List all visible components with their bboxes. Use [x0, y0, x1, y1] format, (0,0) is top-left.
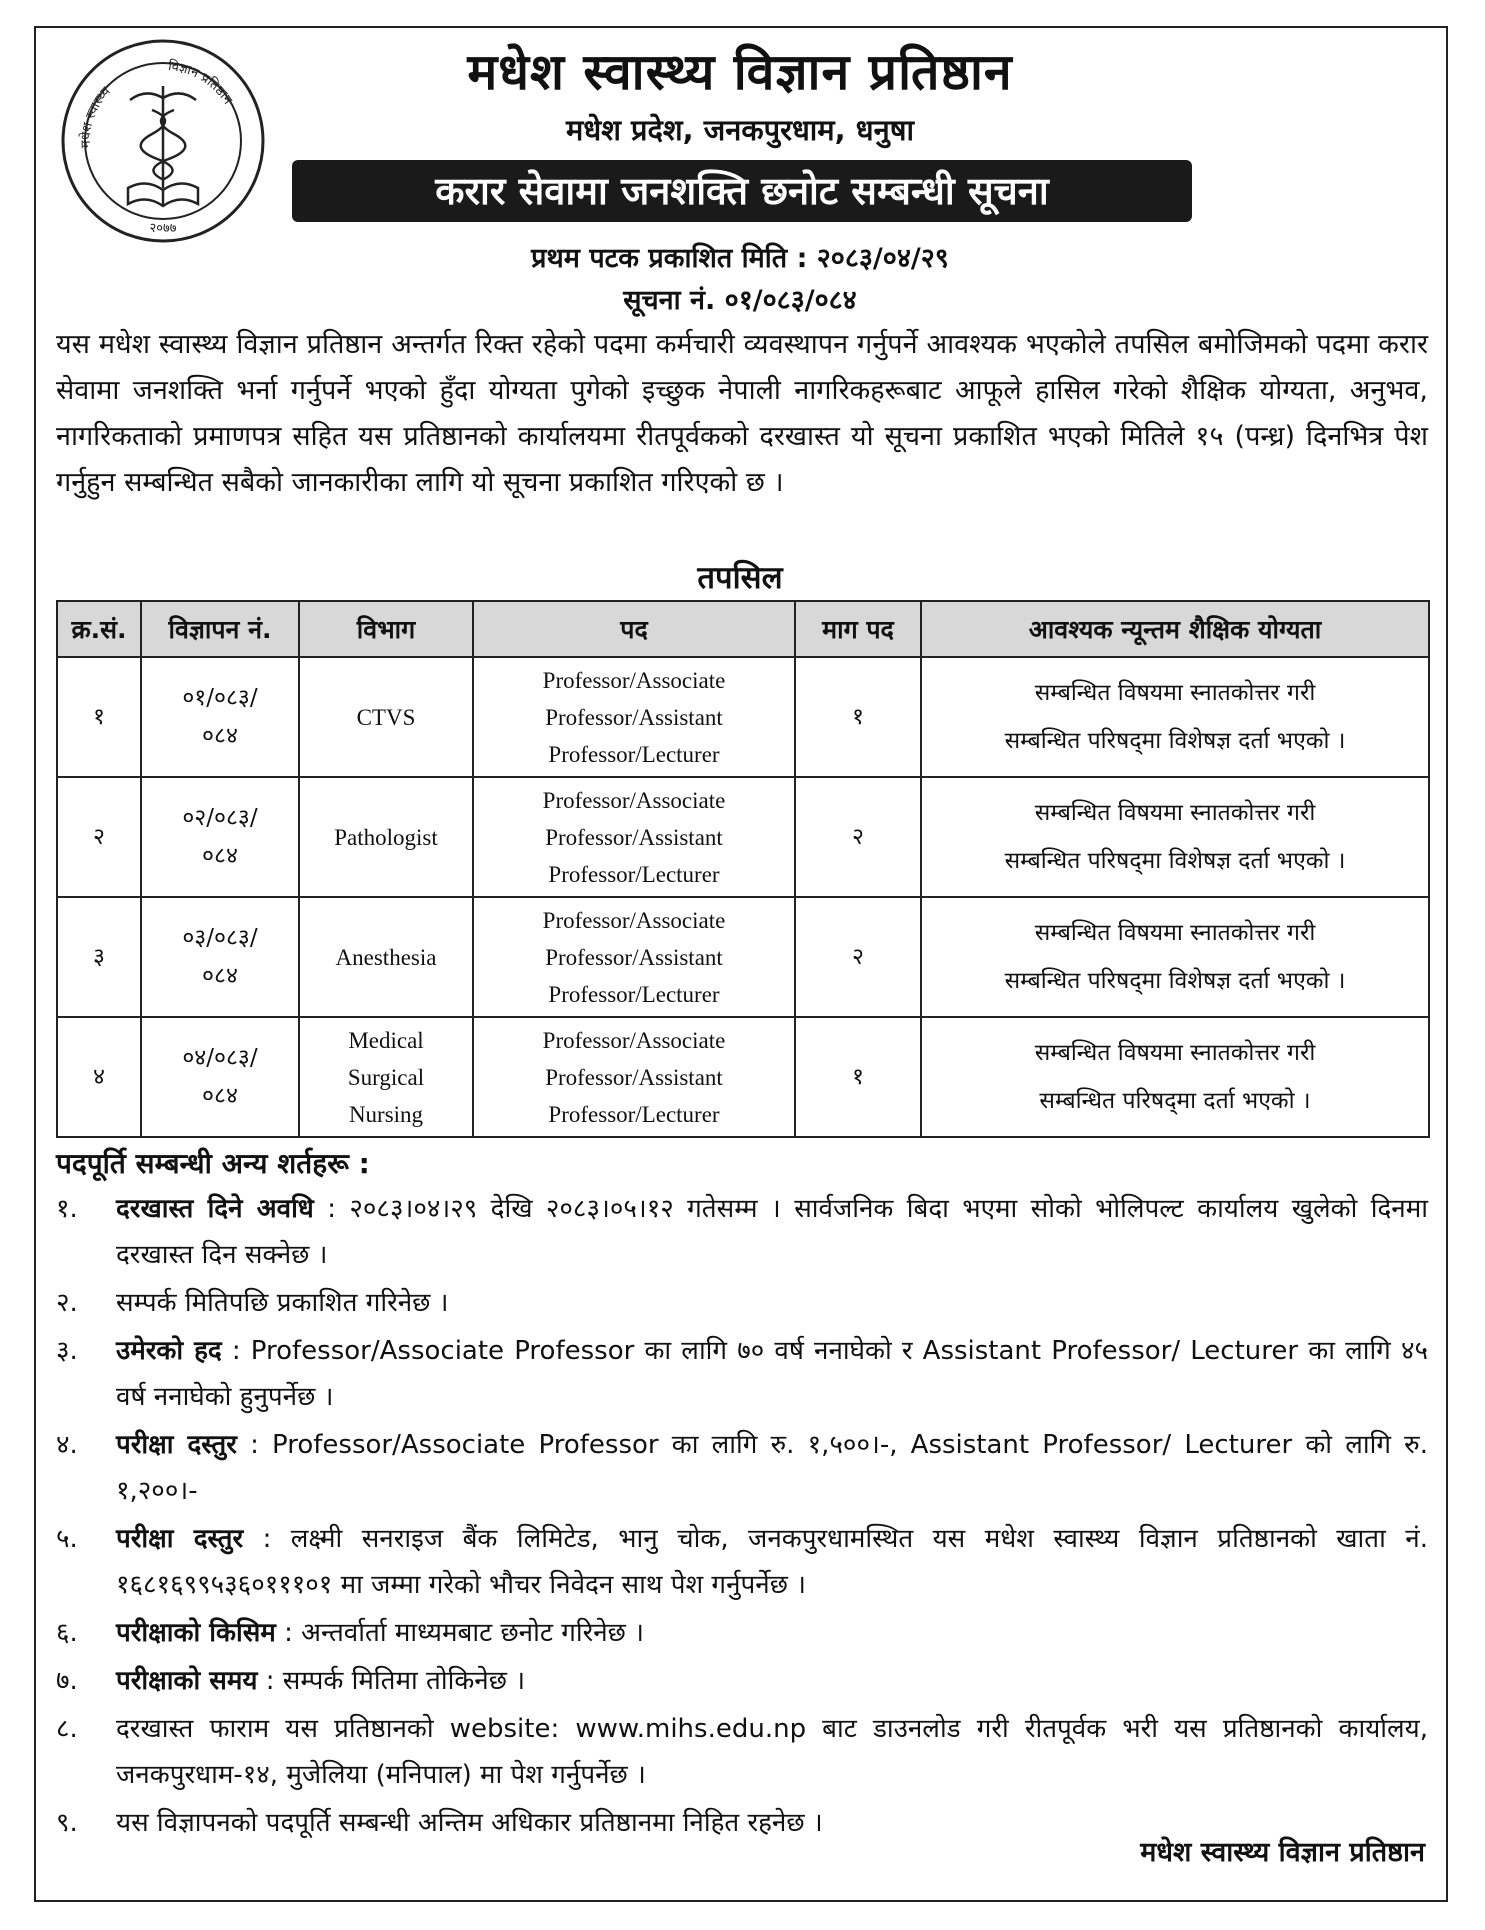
page-title: मधेश स्वास्थ्य विज्ञान प्रतिष्ठान: [467, 43, 1013, 101]
institute-logo: [60, 38, 266, 244]
col-header-ad-no: विज्ञापन नं.: [141, 601, 299, 657]
intro-paragraph: यस मधेश स्वास्थ्य विज्ञान प्रतिष्ठान अन्तर्गत रिक्त रहेको पदमा कर्मचारी व्यवस्थापन गर्नुपर्ने आवश्यक भएकोले तपसिल बमोजिमको पदमा करार सेवामा जनशक्ति भर्ना गर्नुपर्ने भएको हुँदा योग्यता पुगेको इच्छुक नेपाली नागरिकहरूबाट आफूले हासिल गरेको शैक्षिक योग्यता, अनुभव, नागरिकताको प्रमाणपत्र सहित यस प्रतिष्ठानको कार्यालयमा रीतपूर्वकको दरखास्त यो सूचना प्रकाशित भएको मितिले १५ (पन्ध्र) दिनभित्र पेश गर्नुहुन सम्बन्धित सबैको जानकारीका लागि यो सूचना प्रकाशित गरिएको छ ।: [56, 329, 1428, 498]
org-address: मधेश प्रदेश, जनकपुरधाम, धनुषा: [566, 113, 914, 147]
cell-qualification: सम्बन्धित विषयमा स्नातकोत्तर गरी सम्बन्धित परिषद्‌मा विशेषज्ञ दर्ता भएको ।: [921, 777, 1429, 897]
col-header-demand: माग पद: [795, 601, 921, 657]
cell-qualification: सम्बन्धित विषयमा स्नातकोत्तर गरी सम्बन्धित परिषद्‌मा दर्ता भएको ।: [921, 1017, 1429, 1137]
col-header-department: विभाग: [299, 601, 473, 657]
list-item: ४. परीक्षा दस्तुर : Professor/Associate Professor का लागि रु. १,५००।-, Assistant Professor/ Lecturer को लागि रु. १,२००।-: [56, 1430, 1428, 1506]
details-heading: तपसिल: [697, 560, 783, 596]
svg-text:मधेश स्वास्थ्य: [78, 84, 114, 148]
logo-text-left: मधेश स्वास्थ्य: [78, 84, 114, 149]
list-item: ३. उमेरको हद : Professor/Associate Professor का लागि ७० वर्ष ननाघेको र Assistant Professor/ Lecturer का लागि ४५ वर्ष ननाघेको हुनुपर्नेछ ।: [56, 1336, 1429, 1412]
logo-year: २०७७: [149, 221, 177, 236]
cell-demand: २: [795, 897, 921, 1017]
list-item: ८. दरखास्त फाराम यस प्रतिष्ठानको website: www.mihs.edu.np बाट डाउनलोड गरी रीतपूर्वक भरी यस प्रतिष्ठानको कार्यालय, जनकपुरधाम-१४, मुजेलिया (मनिपाल) मा पेश गर्नुपर्नेछ ।: [56, 1714, 1428, 1790]
caduceus-book-icon: [128, 86, 198, 206]
cell-sn: २: [57, 777, 141, 897]
logo-text-right: विज्ञान प्रतिष्ठान: [167, 58, 235, 108]
table-row: [57, 777, 1429, 897]
notice-number: सूचना नं. ०१/०८३/०८४: [623, 285, 857, 316]
table-row: [57, 897, 1429, 1017]
col-header-sn: क्र.सं.: [57, 601, 141, 657]
cell-qualification: सम्बन्धित विषयमा स्नातकोत्तर गरी सम्बन्धित परिषद्‌मा विशेषज्ञ दर्ता भएको ।: [921, 897, 1429, 1017]
cell-ad-no: ०१/०८३/ ०८४: [141, 657, 299, 777]
cell-post: Professor/Associate Professor/Assistant Professor/Lecturer: [473, 657, 795, 777]
list-item: ६. परीक्षाको किसिम : अन्तर्वार्ता माध्यमबाट छनोट गरिनेछ ।: [56, 1618, 644, 1648]
table-header-row: [57, 601, 1429, 657]
conditions-list: [56, 1186, 1428, 1848]
list-item: १. दरखास्त दिने अवधि : २०८३।०४।२९ देखि २०८३।०५।१२ गतेसम्म । सार्वजनिक बिदा भएमा सोको भोलिपल्ट कार्यालय खुलेको दिनमा दरखास्त दिन सक्नेछ ।: [56, 1194, 1428, 1270]
vacancy-table: [56, 600, 1430, 1138]
svg-text:विज्ञान प्रतिष्ठान: [167, 58, 235, 108]
cell-demand: १: [795, 657, 921, 777]
cell-department: Anesthesia: [299, 897, 473, 1017]
list-item: ५. परीक्षा दस्तुर : लक्ष्मी सनराइज बैंक लिमिटेड, भानु चोक, जनकपुरधामस्थित यस मधेश स्वास्थ्य विज्ञान प्रतिष्ठानको खाता नं. १६८१६९९५३६०१११०१ मा जम्मा गरेको भौचर निवेदन साथ पेश गर्नुपर्नेछ ।: [56, 1524, 1428, 1600]
list-item: ९. यस विज्ञापनको पदपूर्ति सम्बन्धी अन्तिम अधिकार प्रतिष्ठानमा निहित रहनेछ ।: [56, 1808, 823, 1838]
cell-sn: ४: [57, 1017, 141, 1137]
cell-post: Professor/Associate Professor/Assistant Professor/Lecturer: [473, 897, 795, 1017]
conditions-heading: पदपूर्ति सम्बन्धी अन्य शर्तहरू :: [56, 1147, 370, 1180]
notice-banner: करार सेवामा जनशक्ति छनोट सम्बन्धी सूचना: [292, 160, 1192, 222]
cell-sn: ३: [57, 897, 141, 1017]
cell-post: Professor/Associate Professor/Assistant Professor/Lecturer: [473, 777, 795, 897]
col-header-qualification: आवश्यक न्यून्तम शैक्षिक योग्यता: [921, 601, 1429, 657]
cell-demand: १: [795, 1017, 921, 1137]
list-item: २. सम्पर्क मितिपछि प्रकाशित गरिनेछ ।: [56, 1288, 449, 1318]
cell-department: Pathologist: [299, 777, 473, 897]
cell-department: Medical Surgical Nursing: [299, 1017, 473, 1137]
cell-ad-no: ०४/०८३/ ०८४: [141, 1017, 299, 1137]
publish-date: प्रथम पटक प्रकाशित मिति : २०८३/०४/२९: [531, 243, 949, 274]
cell-sn: १: [57, 657, 141, 777]
cell-ad-no: ०३/०८३/ ०८४: [141, 897, 299, 1017]
table-row: [57, 657, 1429, 777]
table-row: [57, 1017, 1429, 1137]
cell-qualification: सम्बन्धित विषयमा स्नातकोत्तर गरी सम्बन्धित परिषद्‌मा विशेषज्ञ दर्ता भएको ।: [921, 657, 1429, 777]
cell-demand: २: [795, 777, 921, 897]
col-header-post: पद: [473, 601, 795, 657]
cell-department: CTVS: [299, 657, 473, 777]
cell-ad-no: ०२/०८३/ ०८४: [141, 777, 299, 897]
list-item: ७. परीक्षाको समय : सम्पर्क मितिमा तोकिनेछ ।: [56, 1666, 526, 1696]
cell-post: Professor/Associate Professor/Assistant Professor/Lecturer: [473, 1017, 795, 1137]
signature: मधेश स्वास्थ्य विज्ञान प्रतिष्ठान: [1140, 1837, 1425, 1868]
